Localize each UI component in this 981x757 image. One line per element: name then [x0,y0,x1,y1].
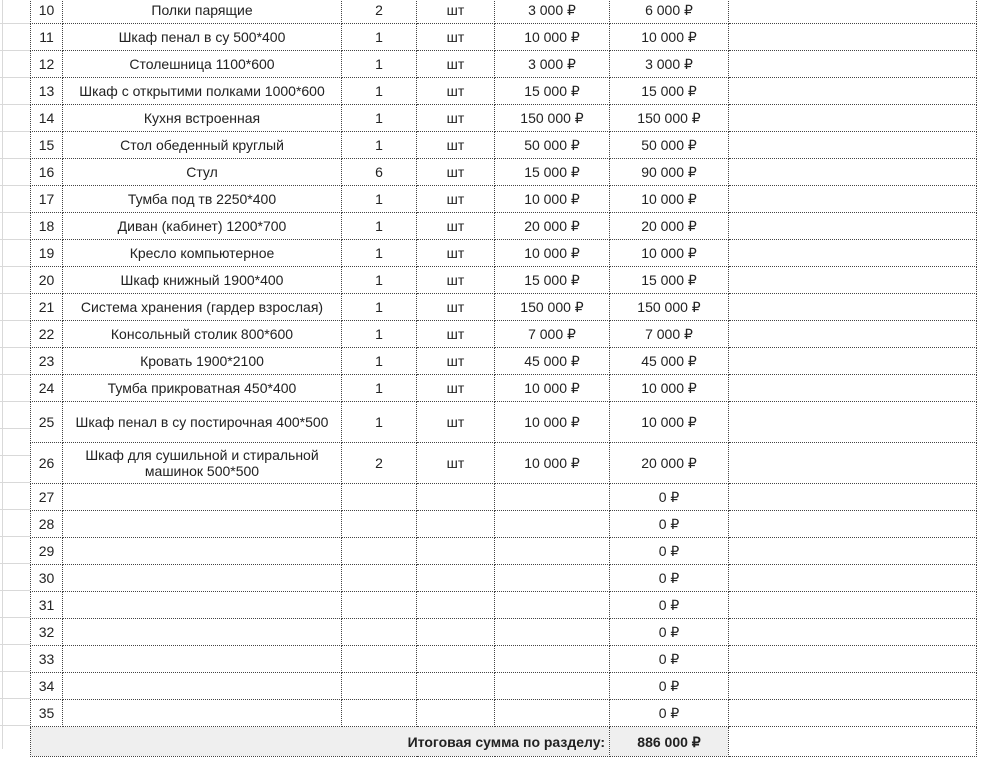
table-row [31,402,977,443]
row-number-cell[interactable]: 30 [31,565,63,592]
estimate-table [30,0,977,757]
empty-cell[interactable] [729,267,977,294]
item-name-cell[interactable]: Столешница 1100*600 [63,51,342,78]
unit-price-cell[interactable] [495,484,610,511]
empty-cell[interactable] [729,484,977,511]
quantity-cell[interactable] [342,511,417,538]
unit-price-cell[interactable]: 10 000 ₽ [495,186,610,213]
quantity-cell[interactable]: 1 [342,213,417,240]
empty-cell[interactable] [729,105,977,132]
unit-price-cell[interactable]: 150 000 ₽ [495,294,610,321]
row-number-cell[interactable]: 12 [31,51,63,78]
unit-cell[interactable]: шт [417,402,495,443]
quantity-cell[interactable]: 1 [342,78,417,105]
unit-price-cell[interactable] [495,511,610,538]
unit-price-cell[interactable] [495,619,610,646]
unit-price-cell[interactable]: 7 000 ₽ [495,321,610,348]
line-total-cell[interactable]: 10 000 ₽ [610,24,729,51]
row-number-cell[interactable]: 25 [31,402,63,443]
empty-cell[interactable] [729,646,977,673]
quantity-cell[interactable]: 1 [342,186,417,213]
table-row [31,538,977,565]
quantity-cell[interactable]: 6 [342,159,417,186]
unit-price-cell[interactable] [495,565,610,592]
unit-price-cell[interactable] [495,592,610,619]
row-number-cell[interactable]: 22 [31,321,63,348]
item-name-cell[interactable]: Тумба прикроватная 450*400 [63,375,342,402]
line-total-cell[interactable]: 0 ₽ [610,484,729,511]
item-name-cell[interactable] [63,700,342,727]
quantity-cell[interactable] [342,619,417,646]
empty-cell[interactable] [729,132,977,159]
quantity-cell[interactable]: 1 [342,375,417,402]
item-name-cell[interactable] [63,484,342,511]
table-row [31,565,977,592]
row-number-cell[interactable]: 35 [31,700,63,727]
line-total-cell[interactable]: 10 000 ₽ [610,375,729,402]
table-row [31,619,977,646]
empty-cell[interactable] [729,700,977,727]
item-name-cell[interactable]: Тумба под тв 2250*400 [63,186,342,213]
row-number-cell[interactable]: 21 [31,294,63,321]
quantity-cell[interactable]: 2 [342,0,417,24]
quantity-cell[interactable]: 1 [342,402,417,443]
quantity-cell[interactable]: 1 [342,24,417,51]
quantity-cell[interactable] [342,484,417,511]
row-number-cell[interactable]: 23 [31,348,63,375]
row-number-cell[interactable]: 31 [31,592,63,619]
line-total-cell[interactable]: 15 000 ₽ [610,78,729,105]
row-number-cell[interactable]: 19 [31,240,63,267]
empty-cell[interactable] [729,592,977,619]
line-total-cell[interactable]: 50 000 ₽ [610,132,729,159]
item-name-cell[interactable] [63,646,342,673]
quantity-cell[interactable] [342,592,417,619]
table-row [31,78,977,105]
unit-cell[interactable] [417,484,495,511]
unit-cell[interactable]: шт [417,51,495,78]
unit-price-cell[interactable]: 10 000 ₽ [495,443,610,484]
unit-price-cell[interactable]: 10 000 ₽ [495,375,610,402]
row-number-cell[interactable]: 34 [31,673,63,700]
unit-cell[interactable] [417,565,495,592]
item-name-cell[interactable]: Кресло компьютерное [63,240,342,267]
unit-cell[interactable] [417,511,495,538]
unit-price-cell[interactable]: 15 000 ₽ [495,267,610,294]
line-total-cell[interactable]: 0 ₽ [610,619,729,646]
table-row [31,348,977,375]
row-number-cell[interactable]: 28 [31,511,63,538]
table-row [31,0,977,24]
row-number-cell[interactable]: 17 [31,186,63,213]
table-row [31,321,977,348]
empty-cell[interactable] [729,348,977,375]
table-row [31,51,977,78]
unit-cell[interactable]: шт [417,375,495,402]
row-number-cell[interactable]: 27 [31,484,63,511]
unit-cell[interactable]: шт [417,443,495,484]
row-number-cell[interactable]: 11 [31,24,63,51]
line-total-cell[interactable]: 3 000 ₽ [610,51,729,78]
sheet-gridline [2,0,3,749]
item-name-cell[interactable]: Шкаф для сушильной и стиральной машинок 500*500 [63,443,342,484]
unit-cell[interactable]: шт [417,24,495,51]
quantity-cell[interactable] [342,565,417,592]
total-value[interactable]: 886 000 ₽ [610,727,729,757]
table-row [31,700,977,727]
item-name-cell[interactable]: Консольный столик 800*600 [63,321,342,348]
quantity-cell[interactable]: 2 [342,443,417,484]
empty-cell[interactable] [729,78,977,105]
sheet-background-grid [0,0,30,749]
quantity-cell[interactable]: 1 [342,348,417,375]
row-number-cell[interactable]: 14 [31,105,63,132]
unit-cell[interactable] [417,646,495,673]
table-row [31,105,977,132]
table-row [31,294,977,321]
item-name-cell[interactable]: Система хранения (гардер взрослая) [63,294,342,321]
table-row [31,511,977,538]
row-number-cell[interactable]: 18 [31,213,63,240]
row-number-cell[interactable]: 16 [31,159,63,186]
unit-cell[interactable]: шт [417,105,495,132]
unit-cell[interactable] [417,592,495,619]
table-row [31,592,977,619]
empty-cell[interactable] [729,321,977,348]
item-name-cell[interactable]: Шкаф пенал в су 500*400 [63,24,342,51]
item-name-cell[interactable] [63,511,342,538]
table-row [31,484,977,511]
unit-price-cell[interactable]: 45 000 ₽ [495,348,610,375]
unit-cell[interactable]: шт [417,186,495,213]
table-row [31,132,977,159]
row-number-cell[interactable]: 32 [31,619,63,646]
line-total-cell[interactable]: 0 ₽ [610,673,729,700]
total-label[interactable]: Итоговая сумма по разделу: [31,727,610,757]
empty-cell[interactable] [729,511,977,538]
item-name-cell[interactable] [63,619,342,646]
total-row [31,727,977,757]
table-row [31,159,977,186]
unit-cell[interactable] [417,673,495,700]
empty-cell[interactable] [729,213,977,240]
line-total-cell[interactable]: 0 ₽ [610,511,729,538]
table-row [31,186,977,213]
line-total-cell[interactable]: 0 ₽ [610,538,729,565]
empty-cell[interactable] [729,402,977,443]
line-total-cell[interactable]: 0 ₽ [610,700,729,727]
quantity-cell[interactable]: 1 [342,132,417,159]
total-empty-cell[interactable] [729,727,977,757]
item-name-cell[interactable]: Шкаф пенал в су постирочная 400*500 [63,402,342,443]
line-total-cell[interactable]: 10 000 ₽ [610,240,729,267]
unit-cell[interactable]: шт [417,267,495,294]
unit-cell[interactable]: шт [417,78,495,105]
unit-cell[interactable]: шт [417,159,495,186]
empty-cell[interactable] [729,24,977,51]
table-row [31,673,977,700]
quantity-cell[interactable]: 1 [342,105,417,132]
empty-cell[interactable] [729,565,977,592]
item-name-cell[interactable] [63,565,342,592]
unit-price-cell[interactable]: 15 000 ₽ [495,159,610,186]
unit-cell[interactable]: шт [417,213,495,240]
empty-cell[interactable] [729,619,977,646]
empty-cell[interactable] [729,538,977,565]
item-name-cell[interactable]: Стул [63,159,342,186]
quantity-cell[interactable] [342,673,417,700]
unit-price-cell[interactable]: 10 000 ₽ [495,240,610,267]
row-number-cell[interactable]: 26 [31,443,63,484]
unit-price-cell[interactable]: 3 000 ₽ [495,51,610,78]
item-name-cell[interactable]: Шкаф книжный 1900*400 [63,267,342,294]
line-total-cell[interactable]: 20 000 ₽ [610,213,729,240]
item-name-cell[interactable]: Диван (кабинет) 1200*700 [63,213,342,240]
line-total-cell[interactable]: 45 000 ₽ [610,348,729,375]
empty-cell[interactable] [729,240,977,267]
empty-cell[interactable] [729,51,977,78]
empty-cell[interactable] [729,443,977,484]
unit-cell[interactable]: шт [417,321,495,348]
quantity-cell[interactable] [342,538,417,565]
unit-price-cell[interactable]: 150 000 ₽ [495,105,610,132]
unit-cell[interactable] [417,619,495,646]
unit-price-cell[interactable] [495,646,610,673]
quantity-cell[interactable] [342,646,417,673]
unit-cell[interactable]: шт [417,0,495,24]
quantity-cell[interactable]: 1 [342,267,417,294]
line-total-cell[interactable]: 150 000 ₽ [610,294,729,321]
item-name-cell[interactable]: Кухня встроенная [63,105,342,132]
line-total-cell[interactable]: 10 000 ₽ [610,186,729,213]
line-total-cell[interactable]: 7 000 ₽ [610,321,729,348]
unit-price-cell[interactable] [495,538,610,565]
line-total-cell[interactable]: 20 000 ₽ [610,443,729,484]
line-total-cell[interactable]: 0 ₽ [610,646,729,673]
unit-price-cell[interactable]: 50 000 ₽ [495,132,610,159]
unit-cell[interactable] [417,538,495,565]
unit-price-cell[interactable]: 15 000 ₽ [495,78,610,105]
unit-cell[interactable] [417,700,495,727]
unit-cell[interactable]: шт [417,348,495,375]
line-total-cell[interactable]: 6 000 ₽ [610,0,729,24]
item-name-cell[interactable] [63,538,342,565]
unit-cell[interactable]: шт [417,240,495,267]
table-row [31,24,977,51]
row-number-cell[interactable]: 13 [31,78,63,105]
table-row [31,240,977,267]
unit-price-cell[interactable]: 20 000 ₽ [495,213,610,240]
item-name-cell[interactable] [63,673,342,700]
table-row [31,646,977,673]
row-number-cell[interactable]: 24 [31,375,63,402]
quantity-cell[interactable]: 1 [342,240,417,267]
unit-cell[interactable]: шт [417,294,495,321]
quantity-cell[interactable]: 1 [342,294,417,321]
table-row [31,443,977,484]
line-total-cell[interactable]: 15 000 ₽ [610,267,729,294]
table-row [31,213,977,240]
quantity-cell[interactable] [342,700,417,727]
unit-price-cell[interactable]: 3 000 ₽ [495,0,610,24]
item-name-cell[interactable]: Кровать 1900*2100 [63,348,342,375]
empty-cell[interactable] [729,159,977,186]
line-total-cell[interactable]: 10 000 ₽ [610,402,729,443]
line-total-cell[interactable]: 150 000 ₽ [610,105,729,132]
line-total-cell[interactable]: 0 ₽ [610,565,729,592]
unit-price-cell[interactable]: 10 000 ₽ [495,24,610,51]
unit-price-cell[interactable]: 10 000 ₽ [495,402,610,443]
quantity-cell[interactable]: 1 [342,51,417,78]
empty-cell[interactable] [729,186,977,213]
item-name-cell[interactable]: Полки парящие [63,0,342,24]
unit-cell[interactable]: шт [417,132,495,159]
row-number-cell[interactable]: 29 [31,538,63,565]
line-total-cell[interactable]: 90 000 ₽ [610,159,729,186]
row-number-cell[interactable]: 20 [31,267,63,294]
row-number-cell[interactable]: 15 [31,132,63,159]
item-name-cell[interactable] [63,592,342,619]
empty-cell[interactable] [729,294,977,321]
unit-price-cell[interactable] [495,673,610,700]
item-name-cell[interactable]: Шкаф с открытими полками 1000*600 [63,78,342,105]
row-number-cell[interactable]: 10 [31,0,63,24]
empty-cell[interactable] [729,673,977,700]
table-row [31,267,977,294]
empty-cell[interactable] [729,375,977,402]
unit-price-cell[interactable] [495,700,610,727]
empty-cell[interactable] [729,0,977,24]
table-row [31,375,977,402]
quantity-cell[interactable]: 1 [342,321,417,348]
item-name-cell[interactable]: Стол обеденный круглый [63,132,342,159]
row-number-cell[interactable]: 33 [31,646,63,673]
line-total-cell[interactable]: 0 ₽ [610,592,729,619]
